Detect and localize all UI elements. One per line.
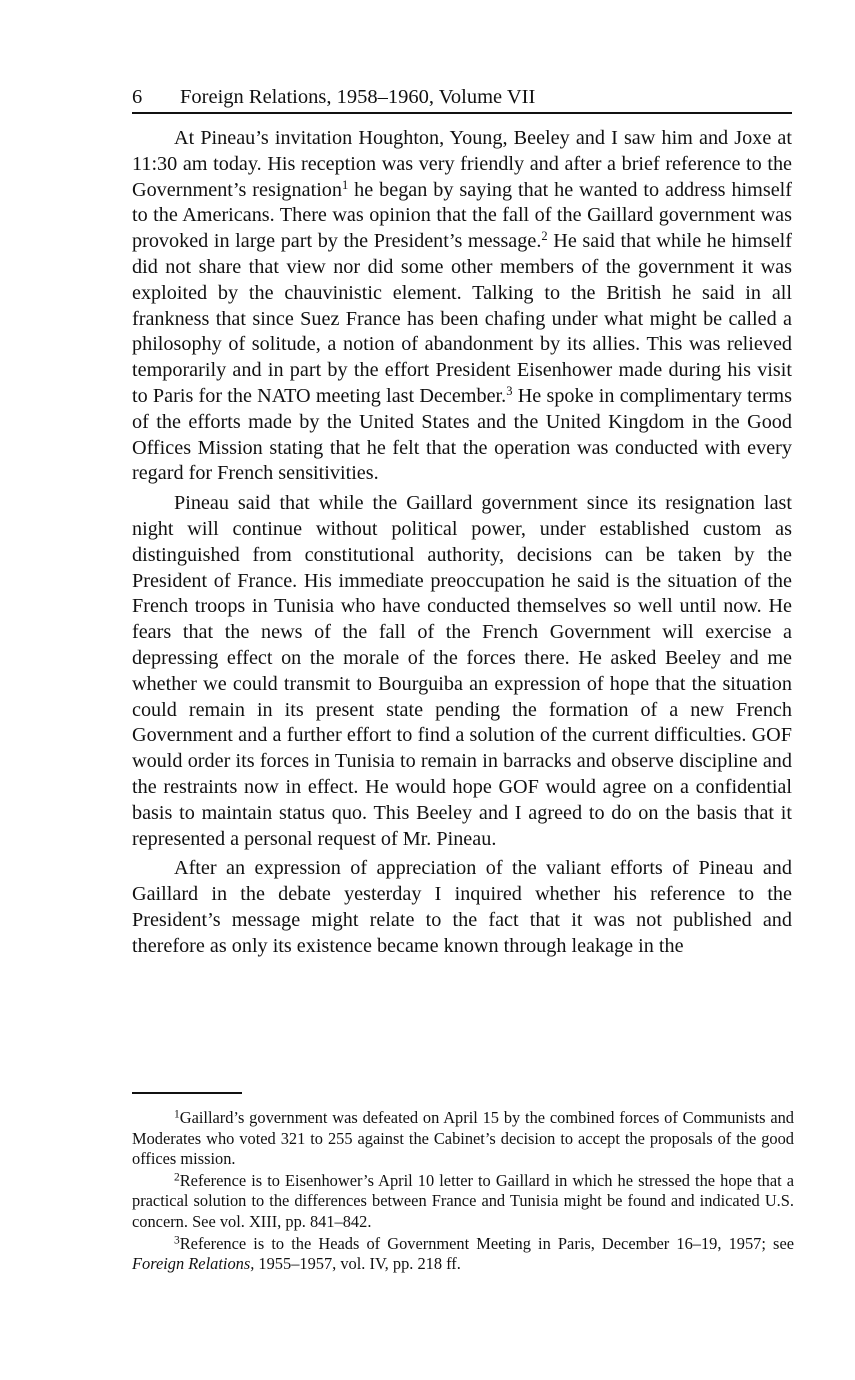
running-head-title: Foreign Relations, 1958–1960, Volume VII xyxy=(180,86,536,108)
footnote-divider xyxy=(132,1092,242,1094)
paragraph-1-text-c: He said that while he himself did not share that view nor did some other members of the government it was exploited by the chauvinistic element. Talking to the British he said in all frankness that since Suez France has been chafing under what might be called a philosophy of solitude, a notion of abandonment by its allies. This was relieved temporarily and in part by the effort President Eisenhower made during his visit to Paris for the NATO meeting last December. xyxy=(132,230,792,407)
footnote-ref-2: 2 xyxy=(541,229,548,244)
footnote-ref-1: 1 xyxy=(342,177,349,192)
footnote-3-text-a: Reference is to the Heads of Government Meeting in Paris, December 16–19, 1957; see xyxy=(179,1233,794,1253)
footnote-1-text: Gaillard’s government was defeated on April 15 by the combined forces of Communists and Moderates who voted 321 to 255 against the Cabinet’s decision to accept the proposals of the good offices mission. xyxy=(132,1108,794,1169)
paragraph-1 xyxy=(132,126,792,487)
footnote-2-text: Reference is to Eisenhower’s April 10 letter to Gaillard in which he stressed the hope that a practical solution to the differences between France and Tunisia might be found and indicated U.S. concern. See vol. XIII, pp. 841–842. xyxy=(132,1170,794,1231)
footnote-3-italic-title: Foreign Relations, xyxy=(132,1254,255,1274)
body-text xyxy=(132,126,792,960)
footnote-3-text-b: 1955–1957, vol. IV, pp. 218 ff. xyxy=(254,1254,461,1274)
paragraph-1-text-b: he began by saying that he wanted to address himself to the Americans. There was opinion that the fall of the Gaillard government was provoked in large part by the President’s message. xyxy=(132,178,792,253)
footnote-3 xyxy=(132,1234,794,1275)
footnote-1 xyxy=(132,1108,794,1170)
paragraph-1-text-d: He spoke in complimentary terms of the efforts made by the United States and the United Kingdom in the Good Offices Mission stating that he felt that the operation was conducted with every regard for French sensitivities. xyxy=(132,384,792,485)
running-header xyxy=(132,84,792,114)
footnote-ref-3: 3 xyxy=(506,384,513,399)
document-page xyxy=(132,84,792,960)
footnote-2 xyxy=(132,1171,794,1233)
footnotes xyxy=(132,1108,794,1276)
paragraph-3: After an expression of appreciation of the valiant efforts of Pineau and Gaillard in the debate yesterday I inquired whether his reference to the President’s message might relate to the fact that it was not published and therefore as only its existence became known through leakage in the xyxy=(132,857,792,957)
page-number: 6 xyxy=(132,86,143,108)
footnote-2-number: 2 xyxy=(174,1171,180,1184)
paragraph-2: Pineau said that while the Gaillard government since its resignation last night will continue without political power, under established custom as distinguished from constitutional authority, decisions can be taken by the President of France. His immediate preoccupation he said is the situation of the French troops in Tunisia who have conducted themselves so well until now. He fears that the news of the fall of the French Government will exercise a depressing effect on the morale of the forces there. He asked Beeley and me whether we could transmit to Bourguiba an expression of hope that the situation could remain in its present state pending the formation of a new French Government and a further effort to find a solution of the current difficulties. GOF would order its forces in Tunisia to remain in barracks and observe discipline and the restraints now in effect. He would hope GOF would agree on a confidential basis to maintain status quo. This Beeley and I agreed to do on the basis that it represented a personal request of Mr. Pineau. xyxy=(132,492,792,850)
paragraph-1-text-a: At Pineau’s invitation Houghton, Young, Beeley and I saw him and Joxe at 11:30 am today. His reception was very friendly and after a brief reference to the Government’s resignation xyxy=(132,127,792,201)
footnote-1-number: 1 xyxy=(174,1108,180,1121)
footnote-3-number: 3 xyxy=(174,1233,180,1246)
